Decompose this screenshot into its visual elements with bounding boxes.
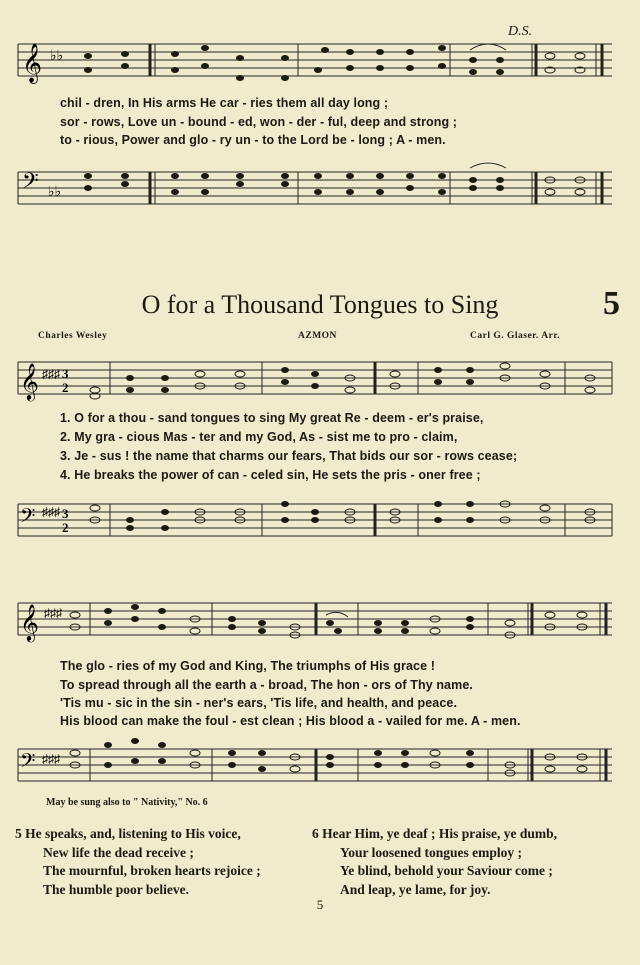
block2-lyric-verse-4: His blood can make the foul - est clean ; His blood a - vailed for me. A - men. <box>60 714 521 728</box>
block1-bass-staff <box>0 492 640 552</box>
block1-lyric-verse-2: 2. My gra - cious Mas - ter and my God, As - sist me to pro - claim, <box>60 430 458 444</box>
verse-6-line-2: Your loosened tongues employ ; <box>340 844 523 860</box>
block1-lyric-verse-3: 3. Je - sus ! the name that charms our fears, That bids our sor - rows cease; <box>60 449 518 463</box>
block2-lyric-verse-3: 'Tis mu - sic in the sin - ner's ears, 'Tis life, and health, and peace. <box>60 696 458 710</box>
top-bass-staff <box>0 150 640 230</box>
verse-6-line-4: And leap, ye lame, for joy. <box>340 881 491 897</box>
verse-6-line-3: Ye blind, behold your Saviour come ; <box>340 863 553 878</box>
verse-5-line-4: The humble poor believe. <box>43 881 190 897</box>
svg-text:3: 3 <box>62 506 69 521</box>
svg-text:𝄢: 𝄢 <box>20 749 36 777</box>
hymn-number: 5 <box>603 285 620 322</box>
hymn-author: Charles Wesley <box>38 331 108 341</box>
block1-treble-staff <box>0 350 640 410</box>
svg-text:♭♭: ♭♭ <box>48 185 62 200</box>
ds-mark: D.S. <box>508 24 533 39</box>
svg-text:♯♯♯: ♯♯♯ <box>44 606 62 620</box>
svg-text:𝄢: 𝄢 <box>22 169 39 199</box>
svg-text:3: 3 <box>62 366 69 381</box>
svg-text:♯♯♯: ♯♯♯ <box>42 505 60 519</box>
verse-6 <box>312 825 557 899</box>
svg-text:𝄢: 𝄢 <box>20 504 36 532</box>
verse-5-line-2: New life the dead receive ; <box>43 844 194 860</box>
block1-lyric-verse-1: 1. O for a thou - sand tongues to sing My great Re - deem - er's praise, <box>60 411 484 425</box>
top-lyric-line-2: sor - rows, Love un - bound - ed, won - der - ful, deep and strong ; <box>60 115 458 129</box>
alternate-tune-note: May be sung also to " Nativity," No. 6 <box>46 797 208 808</box>
verse-6-line-1: 6 Hear Him, ye deaf ; His praise, ye dumb, <box>312 826 557 841</box>
svg-text:2: 2 <box>62 520 69 535</box>
block2-lyric-verse-2: To spread through all the earth a - broad, The hon - ors of Thy name. <box>60 678 473 692</box>
top-lyric-line-1: chil - dren, In His arms He car - ries them all day long ; <box>60 96 389 110</box>
svg-text:𝄞: 𝄞 <box>22 43 43 83</box>
hymn-arranger: Carl G. Glaser. Arr. <box>470 331 561 341</box>
svg-text:𝄞: 𝄞 <box>20 362 39 400</box>
hymn-tune: AZMON <box>298 331 337 341</box>
block2-bass-staff <box>0 735 640 795</box>
svg-text:𝄞: 𝄞 <box>20 603 39 641</box>
svg-text:♭♭: ♭♭ <box>50 49 64 64</box>
hymn-title: O for a Thousand Tongues to Sing <box>141 290 499 319</box>
verse-5-line-3: The mournful, broken hearts rejoice ; <box>43 863 261 878</box>
block2-lyric-verse-1: The glo - ries of my God and King, The triumphs of His grace ! <box>60 659 435 673</box>
svg-text:♯♯♯: ♯♯♯ <box>42 367 60 381</box>
svg-text:♯♯♯: ♯♯♯ <box>42 752 60 766</box>
verse-5-line-1: 5 He speaks, and, listening to His voice, <box>15 826 241 841</box>
page-number: 5 <box>316 897 324 912</box>
block1-lyric-verse-4: 4. He breaks the power of can - celed sin, He sets the pris - oner free ; <box>60 468 481 482</box>
svg-text:2: 2 <box>62 380 69 395</box>
top-lyric-line-3: to - rious, Power and glo - ry un - to the Lord be - long ; A - men. <box>60 133 446 147</box>
block2-treble-staff <box>0 595 640 655</box>
verse-5 <box>15 825 261 899</box>
